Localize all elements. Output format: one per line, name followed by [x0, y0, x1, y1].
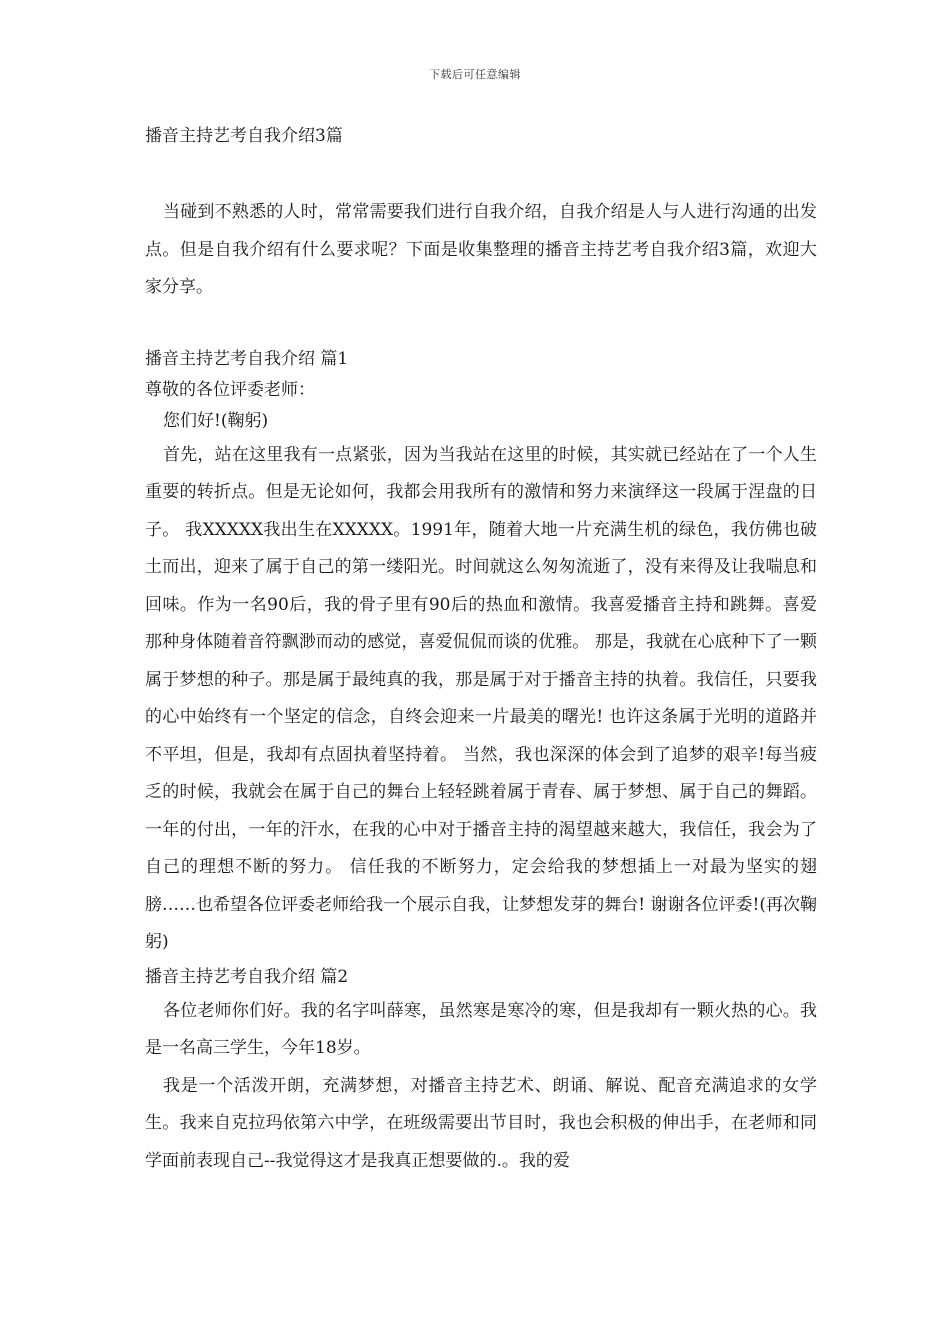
section-1-body: 首先，站在这里我有一点紧张，因为当我站在这里的时候，其实就已经站在了一个人生重要的转折点。但是无论如何，我都会用我所有的激情和努力来演绎这一段属于涅盘的日子。 我XXXXX我出生在XXXXX。1991年，随着大地一片充满生机的绿色，我仿佛也破土而出，迎来了属于自己的第一缕阳光。时间就这么匆匆流逝了，没有来得及让我喘息和回味。作为一名90后，我的骨子里有90后的热血和激情。我喜爱播音主持和跳舞。喜爱那种身体随着音符飘渺而动的感觉，喜爱侃侃而谈的优雅。 那是，我就在心底种下了一颗属于梦想的种子。那是属于最纯真的我，那是属于对于播音主持的执着。我信任，只要我的心中始终有一个坚定的信念，自终会迎来一片最美的曙光! 也许这条属于光明的道路并不平坦，但是，我却有点固执着坚持着。 当然，我也深深的体会到了追梦的艰辛!每当疲乏的时候，我就会在属于自己的舞台上轻轻跳着属于青春、属于梦想、属于自己的舞蹈。一年的付出，一年的汗水，在我的心中对于播音主持的渴望越来越大，我信任，我会为了自己的理想不断的努力。 信任我的不断努力，定会给我的梦想插上一对最为坚实的翅膀……也希望各位评委老师给我一个展示自我，让梦想发芽的舞台! 谢谢各位评委!(再次鞠躬) [145, 444, 817, 952]
section-2-paragraph-1: 各位老师你们好。我的名字叫薛寒，虽然寒是寒冷的寒，但是我却有一颗火热的心。我是一名高三学生，今年18岁。 [145, 1000, 817, 1058]
section-2-paragraph-2: 我是一个活泼开朗，充满梦想，对播音主持艺术、朗诵、解说、配音充满追求的女学生。我来自克拉玛依第六中学，在班级需要出节目时，我也会积极的伸出手，在老师和同学面前表现自己--我觉得这才是我真正想要做的.。我的爱 [145, 1075, 817, 1171]
intro-paragraph: 当碰到不熟悉的人时，常常需要我们进行自我介绍，自我介绍是人与人进行沟通的出发点。但是自我介绍有什么要求呢？下面是收集整理的播音主持艺考自我介绍3篇，欢迎大家分享。 [145, 202, 817, 297]
document-title: 播音主持艺考自我介绍3篇 [145, 126, 343, 146]
section-1-salutation: 尊敬的各位评委老师： [145, 379, 315, 400]
header-note: 下载后可任意编辑 [429, 68, 521, 81]
document-body [145, 194, 817, 1180]
section-2-title: 播音主持艺考自我介绍 篇2 [145, 966, 349, 987]
section-1-greeting: 您们好!(鞠躬) [163, 410, 269, 431]
section-1-title: 播音主持艺考自我介绍 篇1 [145, 348, 349, 369]
